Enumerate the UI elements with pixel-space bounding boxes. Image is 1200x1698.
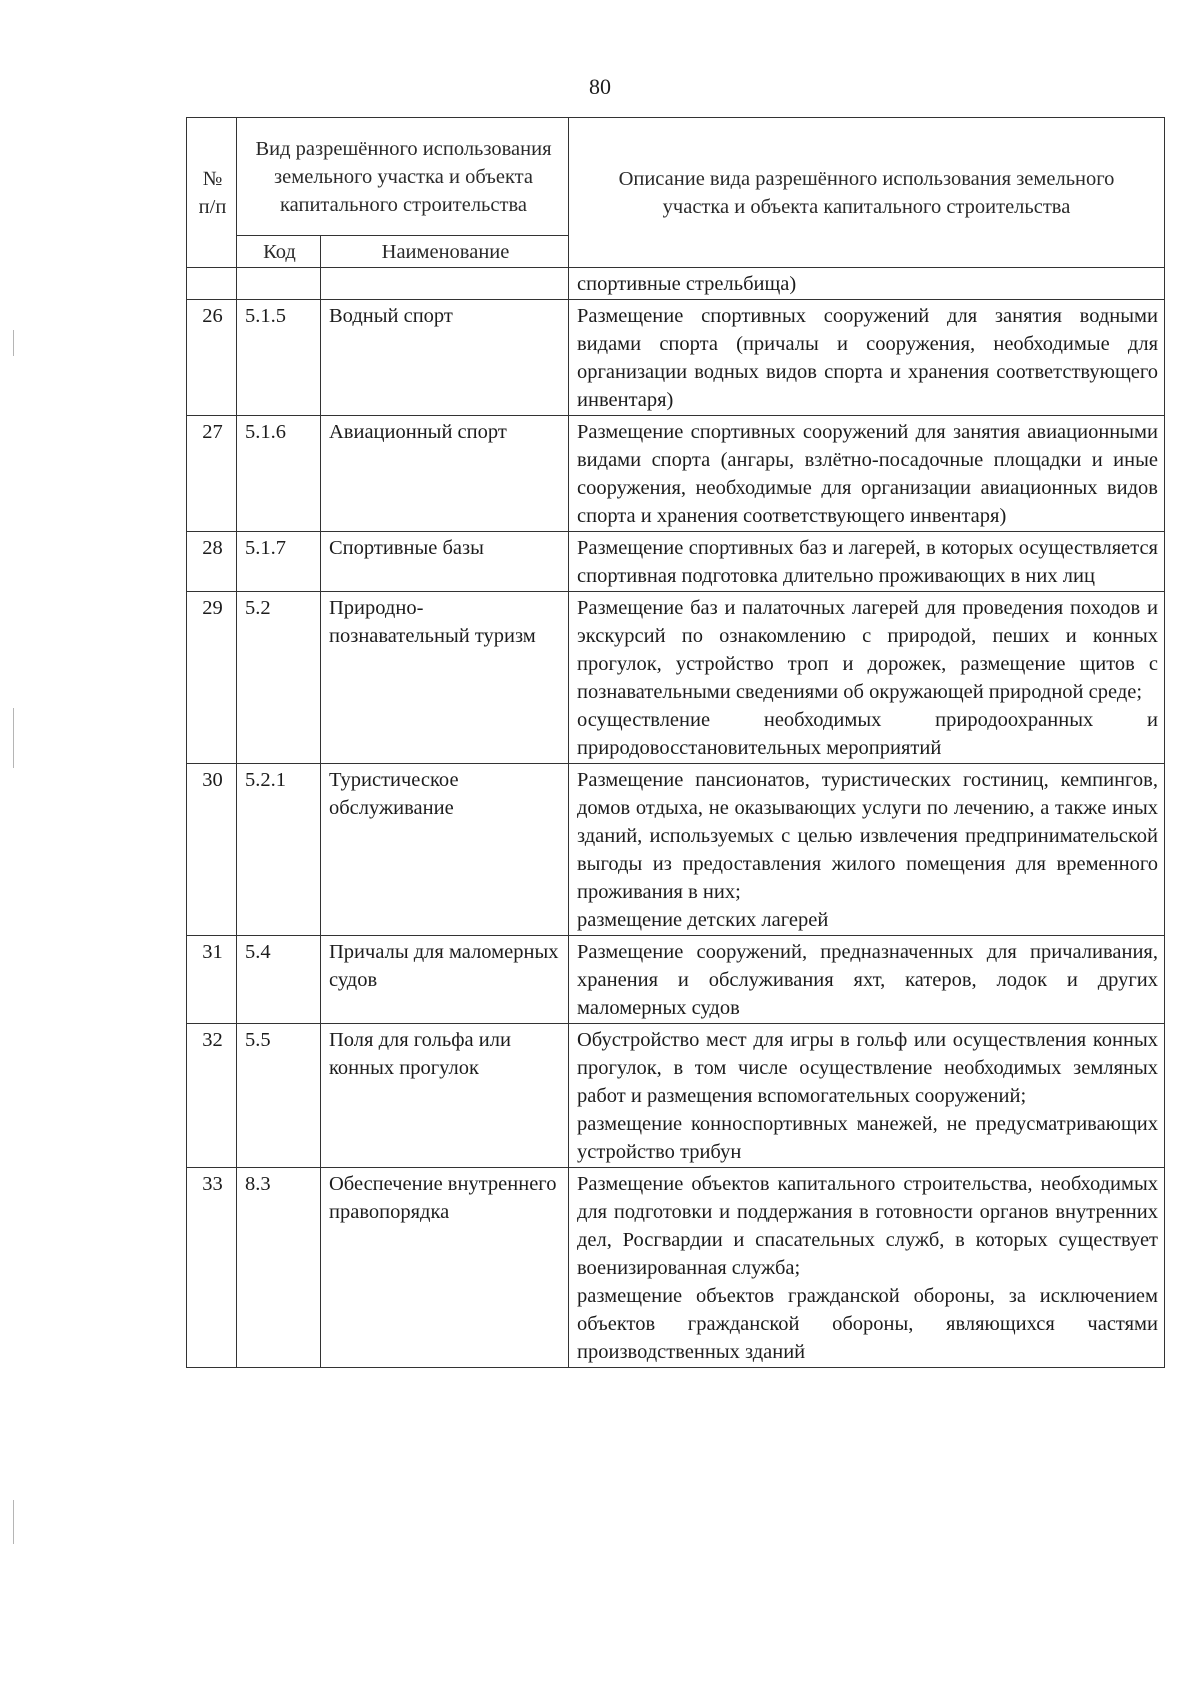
header-kind-group: Вид разрешённого использования земельного участка и объекта капитального строительства: [237, 118, 569, 236]
scan-artifact: [13, 708, 14, 768]
row-code: 5.5: [237, 1024, 321, 1168]
page-number: 80: [589, 74, 611, 99]
row-number: 32: [187, 1024, 237, 1168]
land-use-table: [186, 117, 1165, 1368]
description-paragraph: размещение детских лагерей: [577, 909, 829, 931]
row-name: Туристическое обслуживание: [321, 764, 569, 936]
row-description: [569, 300, 1165, 416]
row-name: Спортивные базы: [321, 532, 569, 592]
description-paragraph: размещение объектов гражданской обороны, за исключением объектов гражданской обороны, являющихся частями производственных зданий: [577, 1285, 1158, 1363]
header-num: № п/п: [187, 118, 237, 268]
row-name: Причалы для маломерных судов: [321, 936, 569, 1024]
description-paragraph: Размещение баз и палаточных лагерей для проведения походов и экскурсий по ознакомлению с природой, пеших и конных прогулок, устройство троп и дорожек, размещение щитов с познавательными сведениями об окружающей природной среде;: [577, 597, 1158, 703]
row-number: 30: [187, 764, 237, 936]
row-code: 5.1.6: [237, 416, 321, 532]
description-paragraph: Размещение объектов капитального строительства, необходимых для подготовки и поддержания в готовности органов внутренних дел, Росгвардии и спасательных служб, в которых существует военизированная служба;: [577, 1173, 1158, 1279]
row-number: 29: [187, 592, 237, 764]
row-description: [569, 416, 1165, 532]
scan-artifact: [13, 1500, 14, 1544]
table-row: [187, 1168, 1165, 1368]
row-code: 5.1.5: [237, 300, 321, 416]
row-description: [569, 764, 1165, 936]
description-paragraph: Обустройство мест для игры в гольф или осуществления конных прогулок, в том числе осуществление необходимых земляных работ и размещения вспомогательных сооружений;: [577, 1029, 1158, 1107]
table-row: [187, 1024, 1165, 1168]
description-paragraph: Размещение спортивных баз и лагерей, в которых осуществляется спортивная подготовка длительно проживающих в них лиц: [577, 537, 1158, 587]
row-code: 8.3: [237, 1168, 321, 1368]
header-code: Код: [237, 236, 321, 268]
scan-artifact: [13, 330, 14, 356]
row-number: 31: [187, 936, 237, 1024]
row-number: 26: [187, 300, 237, 416]
table-row: [187, 936, 1165, 1024]
row-code: 5.1.7: [237, 532, 321, 592]
table-row: [187, 532, 1165, 592]
table-row: [187, 592, 1165, 764]
description-paragraph: Размещение пансионатов, туристических гостиниц, кемпингов, домов отдыха, не оказывающих услуги по лечению, а также иных зданий, используемых с целью извлечения предпринимательской выгоды из предоставления жилого помещения для временного проживания в них;: [577, 769, 1158, 903]
row-code: 5.2: [237, 592, 321, 764]
row-number: 33: [187, 1168, 237, 1368]
description-paragraph: осуществление необходимых природоохранных и природовосстановительных мероприятий: [577, 709, 1158, 759]
table-row: [187, 300, 1165, 416]
description-paragraph: Размещение сооружений, предназначенных для причаливания, хранения и обслуживания яхт, катеров, лодок и других маломерных судов: [577, 941, 1158, 1019]
row-code: 5.2.1: [237, 764, 321, 936]
row-name: Водный спорт: [321, 300, 569, 416]
header-name: Наименование: [321, 236, 569, 268]
table-row: [187, 764, 1165, 936]
description-paragraph: Размещение спортивных сооружений для занятия водными видами спорта (причалы и сооружения, необходимые для организации водных видов спорта и хранения соответствующего инвентаря): [577, 305, 1158, 411]
row-name: Авиационный спорт: [321, 416, 569, 532]
row-description: [569, 532, 1165, 592]
row-description: [569, 1168, 1165, 1368]
row-description: [569, 936, 1165, 1024]
row-code: 5.4: [237, 936, 321, 1024]
row-name: Обеспечение внутреннего правопорядка: [321, 1168, 569, 1368]
row-name: Природно-познавательный туризм: [321, 592, 569, 764]
description-paragraph: размещение конноспортивных манежей, не предусматривающих устройство трибун: [577, 1113, 1158, 1163]
continuation-text: спортивные стрельбища): [569, 268, 1165, 300]
row-description: [569, 592, 1165, 764]
description-paragraph: Размещение спортивных сооружений для занятия авиационными видами спорта (ангары, взлётно-посадочные площадки и иные сооружения, необходимые для организации авиационных видов спорта и хранения соответствующего инвентаря): [577, 421, 1158, 527]
row-name: Поля для гольфа или конных прогулок: [321, 1024, 569, 1168]
header-description: Описание вида разрешённого использования земельного участка и объекта капитального строительства: [569, 118, 1165, 268]
row-description: [569, 1024, 1165, 1168]
continuation-row: [187, 268, 1165, 300]
row-number: 27: [187, 416, 237, 532]
table-row: [187, 416, 1165, 532]
row-number: 28: [187, 532, 237, 592]
